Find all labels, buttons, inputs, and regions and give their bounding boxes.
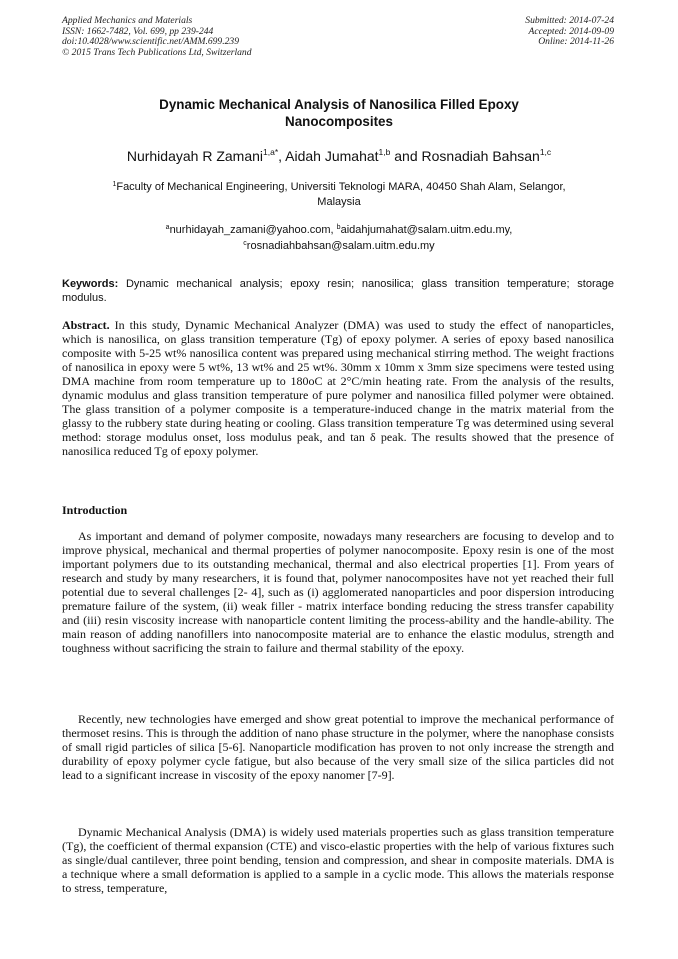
online-date: Online: 2014-11-26 <box>538 36 614 48</box>
author-separator: , <box>278 148 286 164</box>
affiliation-line-2: Malaysia <box>317 196 361 208</box>
affiliation-text: Faculty of Mechanical Engineering, Universiti Teknologi MARA, 40450 Shah Alam, Selangor, <box>116 181 566 193</box>
author-1: Nurhidayah R Zamani <box>126 148 263 164</box>
affiliation <box>62 177 616 210</box>
author-2-affiliation: 1,b <box>378 147 391 157</box>
intro-paragraph-3: Dynamic Mechanical Analysis (DMA) is widely used materials properties such as glass transition temperature (Tg), the coefficient of thermal expansion (CTE) and visco-elastic properties with the help of various fixtures such as single/dual cantilever, three point bending, tension and compression, and shear in composite materials. DMA is a technique where a small deformation is applied to a sample in a cyclic mode. This allows the materials response to stress, temperature, <box>62 825 614 895</box>
email-c: rosnadiahbahsan@salam.uitm.edu.my <box>246 240 435 252</box>
author-emails <box>62 221 616 253</box>
email-c-marker: c <box>243 240 247 247</box>
author-list <box>62 143 616 165</box>
abstract-label: Abstract. <box>62 318 110 332</box>
email-b-marker: b <box>336 224 341 231</box>
title-line-1: Dynamic Mechanical Analysis of Nanosilica Filled Epoxy <box>159 97 519 112</box>
publication-dates <box>525 16 614 48</box>
intro-paragraph-2: Recently, new technologies have emerged and show great potential to improve the mechanical performance of thermoset resins. This is through the addition of nano phase structure in the polymer, where the nanophase consists of small rigid particles of silica [5-6]. Nanoparticle modification has proven to not only increase the strength and durability of epoxy polymer cycle fatigue, but also because of the very small size of the silica particles did not lead to a significant increase in viscosity of the epoxy nanomer [7-9]. <box>62 712 614 782</box>
journal-issn: ISSN: 1662-7482, Vol. 699, pp 239-244 <box>62 25 214 37</box>
journal-doi: doi:10.4028/www.scientific.net/AMM.699.239 <box>62 36 240 48</box>
abstract-text: In this study, Dynamic Mechanical Analyzer (DMA) was used to study the effect of nanoparticles, which is nanosilica, on glass transition temperature (Tg) of epoxy polymer. A series of epoxy based nanosilica composite with 5-25 wt% nanosilica content was prepared using mechanical stirring method. The weight fractions of nanosilica in epoxy were 5 wt%, 13 wt% and 25 wt%. 30mm x 10mm x 3mm size specimens were tested using DMA machine from room temperature up to 180oC at 2°C/min heating rate. From the analysis of the results, dynamic modulus and glass transition temperature of pure polymer and nanosilica filled polymer were obtained. The glass transition of a polymer composite is a temperature-induced change in the matrix material from the glassy to the rubbery state during heating or cooling. Glass transition temperature Tg was determined using several method: storage modulus onset, loss modulus peak, and tan δ peak. The results showed that the presence of nanosilica reduced Tg of epoxy polymer. <box>62 318 614 458</box>
email-line-2 <box>62 237 616 253</box>
submitted-date: Submitted: 2014-07-24 <box>525 15 614 26</box>
affiliation-line-1 <box>62 177 616 195</box>
accepted-date: Accepted: 2014-09-09 <box>528 25 614 37</box>
author-2: Aidah Jumahat <box>285 148 379 164</box>
section-heading-introduction: Introduction <box>62 503 128 517</box>
journal-copyright: © 2015 Trans Tech Publications Ltd, Switzerland <box>62 46 252 58</box>
intro-paragraph-1: As important and demand of polymer composite, nowadays many researchers are focusing to develop and to improve physical, mechanical and thermal properties of polymer nanocomposite. Epoxy resin is one of the most important polymers due to its outstanding mechanical, thermal and also electrical properties [1]. From years of research and study by many researchers, it is found that, polymer nanocomposites have not yet reached their full potential due to several challenges [2- 4], such as (i) agglomerated nanoparticles and poor dispersion introducing premature failure of the system, (ii) weak filler - matrix interface bonding reducing the stress transfer capability and (iii) resin viscosity increase with nanoparticle content limiting the process-ability and the handle-ability. The main reason of adding nanofillers into nanocomposite material are to enhance the elastic modulus, strength and toughness without sacrificing the strain to failure and thermal stability of the epoxy. <box>62 529 614 655</box>
paper-title <box>62 96 616 130</box>
email-line-1 <box>62 221 616 237</box>
keywords <box>62 277 614 305</box>
author-3: Rosnadiah Bahsan <box>421 148 540 164</box>
keywords-text: Dynamic mechanical analysis; epoxy resin; nanosilica; glass transition temperature; storage modulus. <box>62 278 614 304</box>
title-line-2: Nanocomposites <box>285 114 393 129</box>
email-a-marker: a <box>165 224 170 231</box>
affiliation-marker: 1 <box>112 181 117 188</box>
keywords-label: Keywords: <box>62 278 119 290</box>
author-3-affiliation: 1,c <box>539 147 552 157</box>
author-separator: and <box>390 148 422 164</box>
abstract <box>62 318 614 458</box>
email-b: aidahjumahat@salam.uitm.edu.my, <box>340 224 513 236</box>
email-a: nurhidayah_zamani@yahoo.com, <box>169 224 337 236</box>
journal-header <box>62 16 252 58</box>
author-1-affiliation: 1,a* <box>263 147 279 157</box>
journal-name: Applied Mechanics and Materials <box>62 15 193 26</box>
